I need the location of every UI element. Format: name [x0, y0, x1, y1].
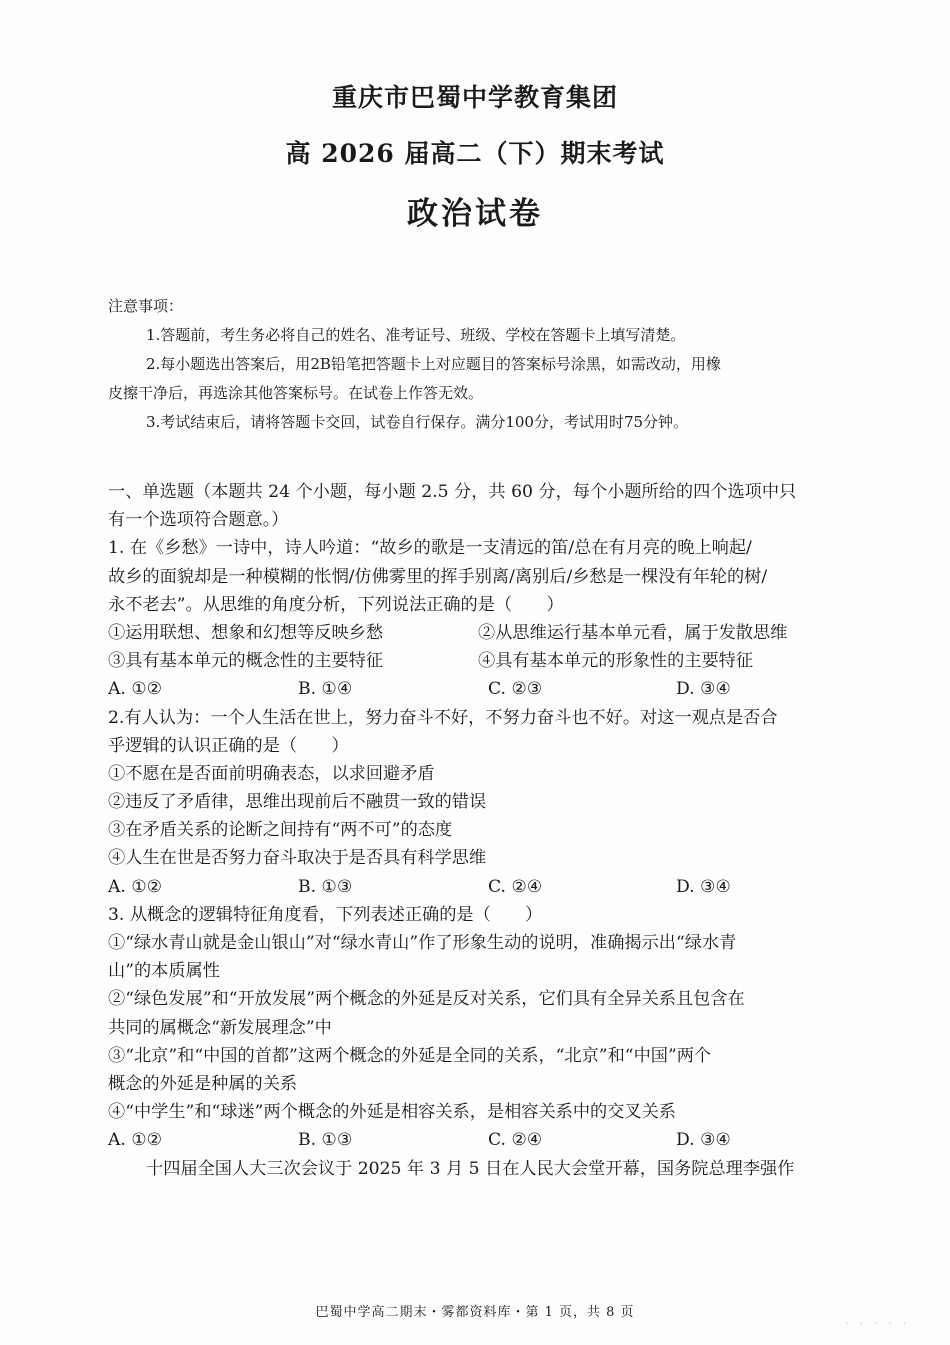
q2-options — [108, 873, 870, 901]
school-title: 重庆市巴蜀中学教育集团 — [331, 83, 618, 112]
notes-block — [108, 292, 868, 437]
q1-statement-4: ④具有基本单元的形象性的主要特征 — [478, 651, 754, 672]
q1-option-a: A. ①② — [108, 679, 163, 700]
subject-title: 政治试卷 — [407, 196, 543, 232]
q1-option-d: D. ③④ — [676, 679, 731, 700]
q2-stem: 乎逻辑的认识正确的是（ ） — [108, 735, 349, 756]
questions-block — [108, 478, 870, 1183]
q3-statement-2-cont: 共同的属概念“新发展理念”中 — [108, 1017, 332, 1038]
q1-statement-3: ③具有基本单元的概念性的主要特征 — [108, 651, 384, 672]
q3-statement-1: ①“绿水青山就是金山银山”对“绿水青山”作了形象生动的说明，准确揭示出“绿水青 — [108, 933, 737, 953]
q2-option-c: C. ②④ — [488, 876, 543, 897]
q3-stem: 3. 从概念的逻辑特征角度看，下列表述正确的是（ ） — [108, 904, 543, 925]
q3-statement-3: ③“北京”和“中国的首都”这两个概念的外延是全同的关系，“北京”和“中国”两个 — [108, 1045, 712, 1066]
q2-stem: 2.有人认为：一个人生活在世上，努力奋斗不好，不努力奋斗也不好。对这一观点是否合 — [108, 707, 778, 728]
q3-option-b: B. ①③ — [298, 1130, 353, 1151]
note-2-cont: 皮擦干净后，再选涂其他答案标号。在试卷上作答无效。 — [108, 384, 484, 402]
q2-option-a: A. ①② — [108, 876, 163, 897]
q1-options — [108, 675, 870, 703]
q1-statements-row — [108, 647, 870, 675]
q3-option-a: A. ①② — [108, 1130, 163, 1151]
q2-statement-1: ①不愿在是否面前明确表态，以求回避矛盾 — [108, 763, 435, 784]
note-1: 1.答题前，考生务必将自己的姓名、准考证号、班级、学校在答题卡上填写清楚。 — [146, 326, 686, 344]
q1-statements-row — [108, 619, 870, 647]
section-heading: 一、单选题（本题共 24 个小题，每小题 2.5 分，共 60 分，每个小题所给的四个选项中只 — [108, 482, 797, 502]
q2-statement-4: ④人生在世是否努力奋斗取决于是否具有科学思维 — [108, 848, 487, 869]
corner-mark: . . . . . — [845, 1316, 910, 1327]
notes-title: 注意事项： — [108, 297, 184, 315]
q1-stem: 永不老去”。从思维的角度分析，下列说法正确的是（ ） — [108, 594, 564, 615]
q3-statement-4: ④“中学生”和“球迷”两个概念的外延是相容关系，是相容关系中的交叉关系 — [108, 1102, 676, 1123]
q4-intro: 十四届全国人大三次会议于 2025 年 3 月 5 日在人民大会堂开幕，国务院总理李强作 — [146, 1158, 795, 1179]
q2-option-b: B. ①③ — [298, 876, 353, 897]
section-heading-cont: 有一个选项符合题意。） — [108, 510, 289, 531]
q2-option-d: D. ③④ — [676, 876, 731, 897]
q1-statement-2: ②从思维运行基本单元看，属于发散思维 — [478, 622, 788, 643]
q2-statement-2: ②违反了矛盾律，思维出现前后不融贯一致的错误 — [108, 792, 487, 813]
note-2: 2.每小题选出答案后，用2B铅笔把答题卡上对应题目的答案标号涂黑，如需改动，用橡 — [146, 355, 721, 373]
exam-title: 高 2026 届高二（下）期末考试 — [285, 139, 665, 168]
q3-statement-1-cont: 山”的本质属性 — [108, 961, 220, 982]
note-3: 3.考试结束后，请将答题卡交回，试卷自行保存。满分100分，考试用时75分钟。 — [146, 413, 689, 431]
q3-statement-3-cont: 概念的外延是种属的关系 — [108, 1073, 298, 1094]
q3-option-c: C. ②④ — [488, 1130, 543, 1151]
q1-stem: 1. 在《乡愁》一诗中，诗人吟道：“故乡的歌是一支清远的笛/总在有月亮的晚上响起/ — [108, 538, 752, 559]
q3-options — [108, 1126, 870, 1154]
q3-statement-2: ②“绿色发展”和“开放发展”两个概念的外延是反对关系，它们具有全异关系且包含在 — [108, 989, 745, 1010]
page-footer: 巴蜀中学高二期末・雾都资料库・第 1 页，共 8 页 — [315, 1305, 635, 1320]
q1-statement-1: ①运用联想、想象和幻想等反映乡愁 — [108, 622, 384, 643]
q1-stem: 故乡的面貌却是一种模糊的怅惘/仿佛雾里的挥手别离/离别后/乡愁是一棵没有年轮的树/ — [108, 566, 768, 587]
q1-option-c: C. ②③ — [488, 679, 543, 700]
q2-statement-3: ③在矛盾关系的论断之间持有“两不可”的态度 — [108, 820, 453, 841]
q3-option-d: D. ③④ — [676, 1130, 731, 1151]
q1-option-b: B. ①④ — [298, 679, 353, 700]
